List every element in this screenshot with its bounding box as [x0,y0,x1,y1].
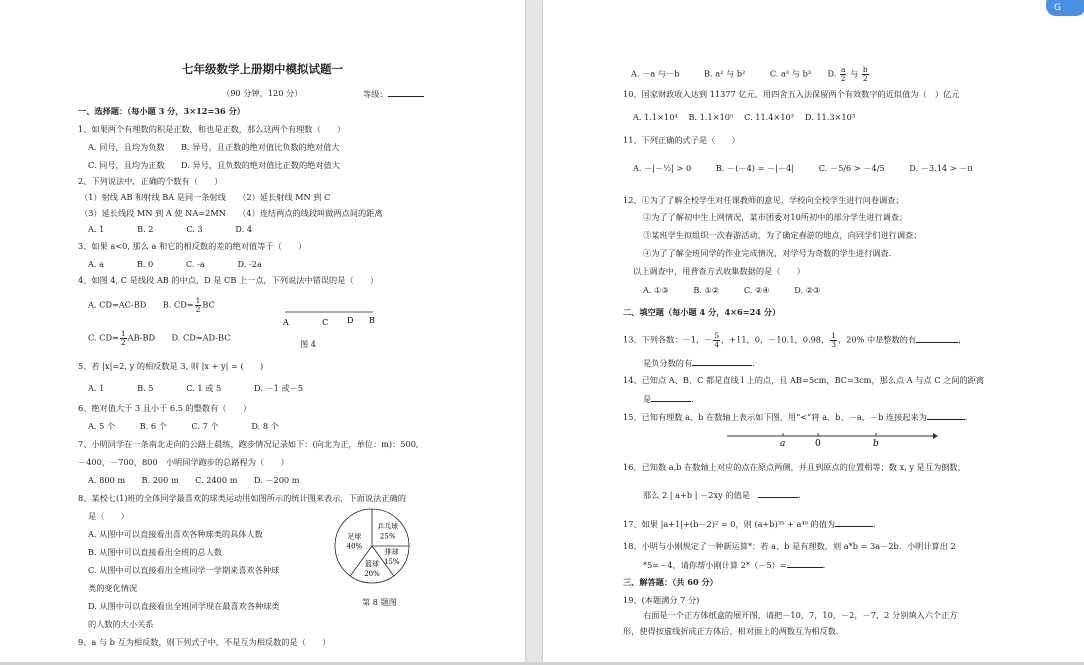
q2: 2、下列说法中，正确的个数有（ ） [78,176,223,186]
q5: 5、若 |x|=2, y 的相反数是 3, 则 |x + y| = ( ) [78,361,264,371]
pie-value-篮球: 20% [364,570,380,579]
figure-4-caption: 图 4 [300,339,316,349]
point-d-label: D [347,316,354,325]
q15: 15、已知有理数 a、b 在数轴上表示如下图，用“<”将 a、b、－a、－b 连接起来为 . [623,412,968,422]
section-3-heading: 三、解答题：（共 60 分） [623,577,718,587]
numline-b-label: b [873,439,879,448]
q1-options-ab: A. 同号，且均为负数 B. 异号，且正数的绝对值比负数的绝对值大 [88,142,340,152]
q8: 8、某校七(1)班的全体同学最喜欢的球类运动用如图所示的统计图来表示，下面说法正确的 [78,493,406,503]
pie-caption: 第 8 题图 [362,597,397,607]
q7: 7、小明同学在一条南北走向的公路上晨练，跑步情况记录如下：(向北为正，单位：m)：500, [78,439,419,449]
q12: 12、①为了了解全校学生对任课教师的意见，学校向全校学生进行问卷调查； [623,195,904,205]
left-page [0,0,525,665]
q11-options: A. －|－½| > 0 B. －(－4) = －|－4| C. －5/6 > －4/5 D. －3.14 > －π [633,163,973,173]
q18-cont: *5=－4，请你帮小刚计算 2*（－5）= . [643,560,826,570]
q8-option-d-cont: 的人数的大小关系 [88,619,154,629]
q8-option-c: C. 从图中可以直接看出全班同学一学期来喜欢各种球 [88,565,280,575]
q6-options: A. 5 个 B. 6 个 C. 7 个 D. 8 个 [88,421,279,431]
numline-zero-label: 0 [815,439,821,448]
q16-cont: 那么 2 | a+b | －2xy 的值是 . [643,490,801,500]
pie-label-足球: 足球 [347,532,362,541]
q9-options: A. －a 与－b B. a² 与 b² C. a³ 与 b³ D. $\frac{a}{2}$ 与 $\frac{b}{2}$ [631,65,868,83]
pie-label-乒乓球: 乒乓球 [377,522,399,531]
pie-value-排球: 15% [383,558,400,567]
q12-item-4: ④为了了解全班同学的作业完成情况，对学号为奇数的学生进行调查. [643,248,892,258]
corner-button-icon: G [1054,3,1061,13]
page-title: 七年级数学上册期中模拟试题一 [182,62,343,76]
q8-option-c-cont: 类的变化情况 [88,583,138,593]
q14: 14、已知点 A、B、C 都是直线 l 上的点，且 AB=5cm，BC=3cm，那么点 A 与点 C 之间的距离 [623,375,985,385]
number-line [723,428,938,448]
q16: 16、已知数 a,b 在数轴上对应的点在原点两侧，并且到原点的位置相等；数 x, y 是互为倒数， [623,462,966,472]
q1-options-cd: C. 同号，且均为正数 D. 异号，且负数的绝对值比正数的绝对值大 [88,160,340,170]
arrow-icon [933,433,938,439]
right-page [543,0,1084,665]
point-a-label: A [283,318,289,327]
q7-cont: －400，－700，800 小明同学跑步的总路程为（ ） [78,457,289,467]
q5-options: A. 1 B. 5 C. 1 或 5 D. －1 或－5 [88,383,304,393]
point-c-label: C [322,318,329,327]
q8-option-a: A. 从图中可以直接看出喜欢各种球类的具体人数 [88,529,263,539]
q4-options-ab: A. CD=AC-BD B. CD= $\frac{1}{2}$ BC [88,296,215,314]
pie-label-篮球: 篮球 [365,560,379,569]
corner-action-button[interactable] [1046,0,1084,16]
grade-label: 等级： [363,88,424,100]
point-b-label: B [369,316,375,325]
pie-value-乒乓球: 25% [379,532,396,541]
q12-options: A. ①③ B. ①② C. ②④ D. ②③ [643,285,821,295]
section-1-heading: 一、选择题：（每小题 3 分，3×12=36 分） [78,106,245,116]
subtitle: （90 分钟，120 分） [222,88,303,98]
pie-label-排球: 排球 [384,548,399,557]
q6: 6、绝对值大于 3 且小于 6.5 的整数有（ ） [78,403,252,413]
q8-option-b: B. 从图中可以直接看出全班的总人数 [88,547,223,557]
q2-options: A. 1 B. 2 C. 3 D. 4 [88,224,253,234]
q13-cont: 是负分数的有 . [643,358,755,368]
q2-statements-2: （3）延长线段 MN 到 A 使 NA=2MN （4）连结两点的线段叫做两点间的距离 [80,208,383,218]
q7-options: A. 800 m B. 200 m C. 2400 m D. －200 m [88,475,300,485]
q18: 18、小明与小刚规定了一种新运算*：若 a、b 是有理数，则 a*b = 3a－2b．小明计算出 2 [623,541,956,551]
q3: 3、如果 a<0, 那么 a 和它的相反数的差的绝对值等于（ ） [78,241,307,251]
q10-options: A. 1.1×10⁴ B. 1.1×10⁵ C. 11.4×10³ D. 11.3×10³ [633,112,856,122]
q4: 4、如图 4, C 是线段 AB 的中点，D 是 CB 上一点，下列说法中错误的是（ ） [78,275,379,285]
q1: 1、如果两个有理数的积是正数，和也是正数，那么这两个有理数（ ） [78,124,346,134]
q19-text: 右面是一个正方体纸盒的展开图，请把－10，7，10，－2，－7，2 分别填入六个正方 [643,610,958,620]
pie-value-足球: 40% [346,542,363,551]
pie-chart [332,506,412,594]
q8-cont: 是（ ） [88,511,129,521]
q8-option-d: D. 从图中可以直接看出全班同学现在最喜欢各种球类 [88,601,280,611]
q9: 9、a 与 b 互为相反数，则下列式子中，不是互为相反数的是（ ） [78,637,331,647]
q19: 19、(本题满分 7 分) [623,595,700,605]
q19-text-cont: 形，使得按虚线折成正方体后，相对面上的两数互为相反数. [623,626,839,636]
q12-prompt: 以上调查中，用普查方式收集数据的是（ ） [633,266,805,276]
figure-4-segment [280,306,380,328]
q2-statements-1: （1）射线 AB 和射线 BA 是同一条射线 （2）延长射线 MN 到 C [80,192,331,202]
q14-cont: 是 . [643,394,694,404]
q12-item-2: ②为了了解初中生上网情况，某市团委对10所初中的部分学生进行调查； [643,212,908,222]
q12-item-3: ③某班学生拟组织一次春游活动，为了确定春游的地点，向同学们进行调查； [643,230,922,240]
q3-options: A. a B. 0 C. -a D. -2a [88,259,262,269]
q17: 17、如果 |a+1|+(b－2)² = 0，则 (a+b)³⁵ + a⁴⁰ 的值为 . [623,519,876,529]
section-2-heading: 二、填空题（每小题 4 分，4×6=24 分） [623,307,781,317]
q10: 10、国家财政收入达到 11377 亿元，用四舍五入法保留两个有效数字的近似值为（ ）亿元 [623,89,960,99]
numline-a-label: a [780,439,786,448]
q11: 11、下列正确的式子是（ ） [623,135,740,145]
q13: 13、下列各数：－1，－ $\frac{5}{4}$ ，+11，0，－10.1，0.98， $\frac{1}{3}$ ，20% 中是整数的有 ， [623,331,967,349]
q4-options-cd: C. CD= $\frac{1}{2}$ AB-BD D. CD=AD-BC [88,329,231,347]
